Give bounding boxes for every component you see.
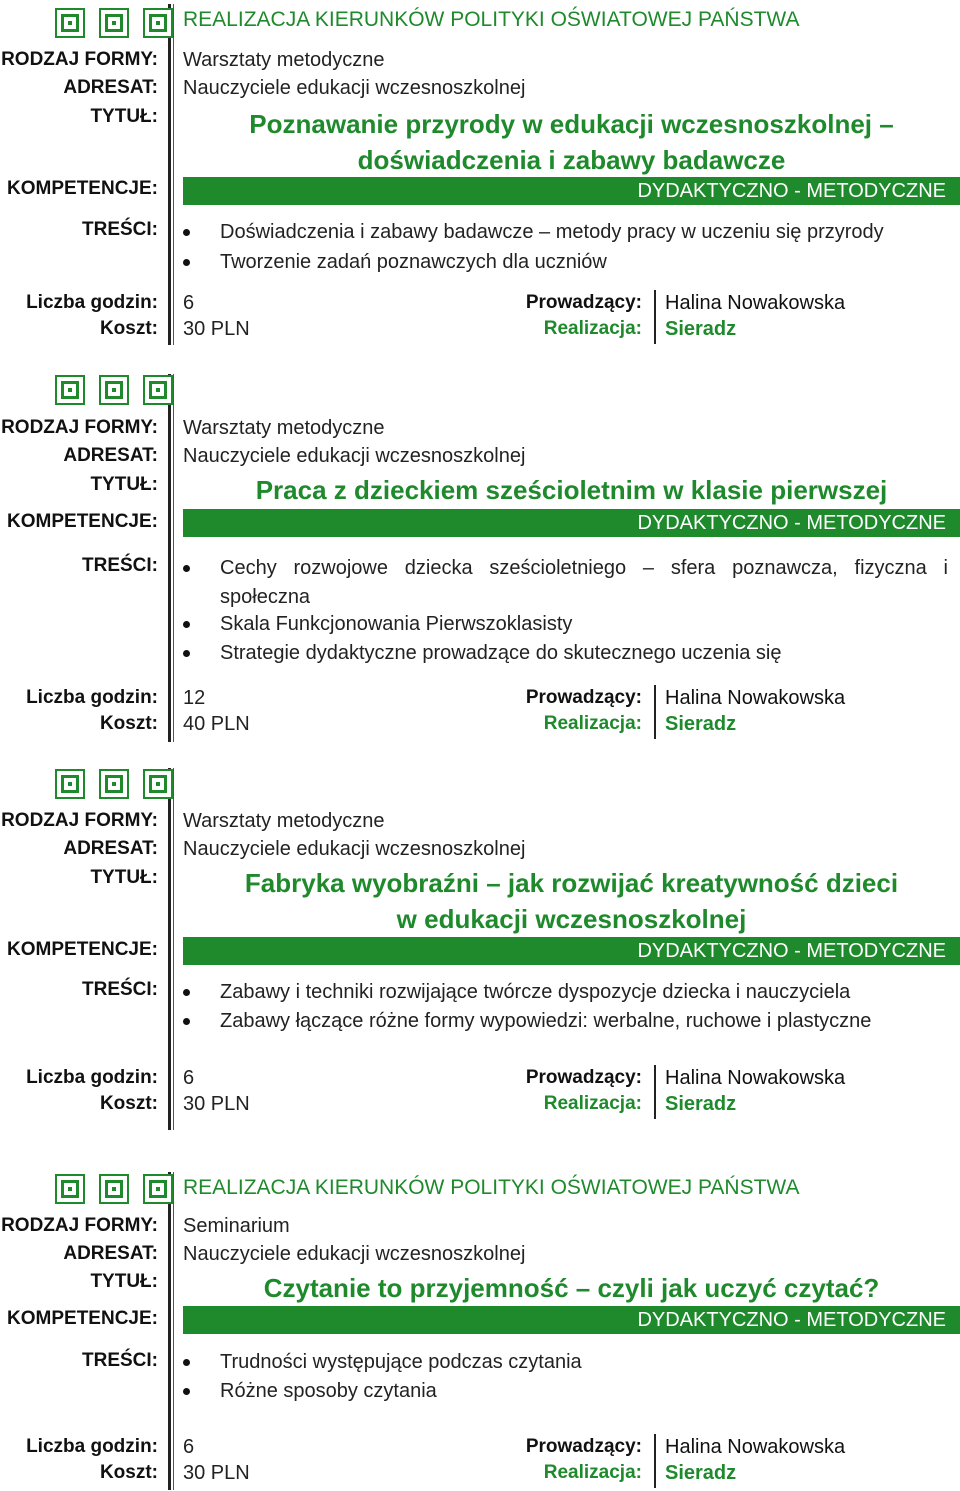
divider (168, 374, 171, 742)
label-leader: Prowadzący: (525, 1436, 642, 1457)
square-icon (143, 769, 173, 799)
bullet-icon (183, 1388, 190, 1395)
label-addressee: ADRESAT: (63, 445, 158, 466)
divider (654, 685, 656, 739)
content-item: Doświadczenia i zabawy badawcze – metody pracy w uczeniu się przyrody (183, 218, 948, 247)
form-value: Warsztaty metodyczne (183, 49, 385, 71)
square-icon (55, 769, 85, 799)
label-form: RODZAJ FORMY: (1, 417, 158, 438)
competence-bar: DYDAKTYCZNO - METODYCZNE (183, 177, 960, 205)
competence-bar: DYDAKTYCZNO - METODYCZNE (183, 937, 960, 965)
square-icon (99, 769, 129, 799)
divider (173, 4, 174, 345)
title-line: Czytanie to przyjemność – czyli jak uczyć czytać? (263, 1273, 880, 1303)
label-place: Realizacja: (543, 713, 642, 734)
square-icon (55, 1174, 85, 1204)
label-form: RODZAJ FORMY: (1, 1215, 158, 1236)
content-item: Cechy rozwojowe dziecka sześcioletniego – sfera poznawcza, fizyczna i społeczna (183, 554, 948, 612)
leader-value: Halina Nowakowska (665, 1067, 846, 1089)
icon-group (55, 769, 173, 799)
cost-value: 30 PLN (183, 1462, 250, 1484)
content-item: Skala Funkcjonowania Pierwszoklasisty (183, 610, 948, 639)
place-value: Sieradz (665, 1093, 737, 1115)
label-cost: Koszt: (99, 713, 158, 734)
bullet-icon (183, 989, 190, 996)
divider (654, 290, 656, 344)
square-icon (143, 375, 173, 405)
bullet-icon (183, 565, 190, 572)
form-value: Warsztaty metodyczne (183, 810, 385, 832)
content-item: Strategie dydaktyczne prowadzące do skutecznego uczenia się (183, 639, 948, 668)
label-addressee: ADRESAT: (63, 77, 158, 98)
label-leader: Prowadzący: (525, 292, 642, 313)
addressee-value: Nauczyciele edukacji wczesnoszkolnej (183, 445, 526, 467)
square-icon (55, 8, 85, 38)
label-form: RODZAJ FORMY: (1, 49, 158, 70)
label-place: Realizacja: (543, 318, 642, 339)
course-title (183, 865, 960, 937)
title-line: doświadczenia i zabawy badawcze (357, 145, 786, 175)
label-cost: Koszt: (99, 318, 158, 339)
form-value: Seminarium (183, 1215, 290, 1237)
course-title (183, 1270, 960, 1306)
square-icon (99, 1174, 129, 1204)
leader-value: Halina Nowakowska (665, 687, 846, 709)
label-leader: Prowadzący: (525, 687, 642, 708)
form-value: Warsztaty metodyczne (183, 417, 385, 439)
addressee-value: Nauczyciele edukacji wczesnoszkolnej (183, 77, 526, 99)
label-content: TREŚCI: (82, 979, 158, 1000)
label-title: TYTUŁ: (90, 474, 158, 495)
bullet-icon (183, 621, 190, 628)
label-place: Realizacja: (543, 1462, 642, 1483)
place-value: Sieradz (665, 318, 737, 340)
square-icon (143, 8, 173, 38)
title-line: Poznawanie przyrody w edukacji wczesnoszkolnej – (249, 109, 894, 139)
label-hours: Liczba godzin: (26, 292, 158, 313)
divider (654, 1065, 656, 1119)
label-competence: KOMPETENCJE: (7, 511, 158, 532)
course-title (183, 472, 960, 508)
label-cost: Koszt: (99, 1462, 158, 1483)
square-icon (55, 375, 85, 405)
cost-value: 30 PLN (183, 1093, 250, 1115)
label-competence: KOMPETENCJE: (7, 178, 158, 199)
leader-value: Halina Nowakowska (665, 1436, 846, 1458)
title-line: Fabryka wyobraźni – jak rozwijać kreatywność dzieci (244, 868, 899, 898)
label-cost: Koszt: (99, 1093, 158, 1114)
addressee-value: Nauczyciele edukacji wczesnoszkolnej (183, 838, 526, 860)
divider (654, 1434, 656, 1488)
content-item: Zabawy łączące różne formy wypowiedzi: werbalne, ruchowe i plastyczne (183, 1007, 948, 1036)
cost-value: 30 PLN (183, 318, 250, 340)
bullet-icon (183, 229, 190, 236)
icon-group (55, 8, 173, 38)
bullet-icon (183, 1018, 190, 1025)
divider (168, 4, 171, 345)
label-addressee: ADRESAT: (63, 838, 158, 859)
icon-group (55, 375, 173, 405)
course-title (183, 106, 960, 178)
label-competence: KOMPETENCJE: (7, 1308, 158, 1329)
policy-heading: REALIZACJA KIERUNKÓW POLITYKI OŚWIATOWEJ PAŃSTWA (183, 1176, 800, 1199)
bullet-icon (183, 650, 190, 657)
label-leader: Prowadzący: (525, 1067, 642, 1088)
label-content: TREŚCI: (82, 219, 158, 240)
divider (173, 374, 174, 742)
policy-heading: REALIZACJA KIERUNKÓW POLITYKI OŚWIATOWEJ PAŃSTWA (183, 8, 800, 31)
label-content: TREŚCI: (82, 1350, 158, 1371)
label-competence: KOMPETENCJE: (7, 939, 158, 960)
content-item: Różne sposoby czytania (183, 1377, 948, 1406)
divider (168, 768, 171, 1130)
title-line: w edukacji wczesnoszkolnej (396, 904, 747, 934)
label-hours: Liczba godzin: (26, 687, 158, 708)
hours-value: 6 (183, 1067, 195, 1089)
label-form: RODZAJ FORMY: (1, 810, 158, 831)
competence-bar: DYDAKTYCZNO - METODYCZNE (183, 509, 960, 537)
label-place: Realizacja: (543, 1093, 642, 1114)
addressee-value: Nauczyciele edukacji wczesnoszkolnej (183, 1243, 526, 1265)
content-item: Tworzenie zadań poznawczych dla uczniów (183, 248, 948, 277)
label-title: TYTUŁ: (90, 1271, 158, 1292)
place-value: Sieradz (665, 713, 737, 735)
label-content: TREŚCI: (82, 555, 158, 576)
label-title: TYTUŁ: (90, 106, 158, 127)
divider (168, 1172, 171, 1490)
content-item: Zabawy i techniki rozwijające twórcze dyspozycje dziecka i nauczyciela (183, 978, 948, 1007)
square-icon (143, 1174, 173, 1204)
hours-value: 6 (183, 292, 195, 314)
icon-group (55, 1174, 173, 1204)
place-value: Sieradz (665, 1462, 737, 1484)
hours-value: 6 (183, 1436, 195, 1458)
divider (173, 1172, 174, 1490)
divider (173, 768, 174, 1130)
square-icon (99, 8, 129, 38)
label-hours: Liczba godzin: (26, 1436, 158, 1457)
cost-value: 40 PLN (183, 713, 250, 735)
square-icon (99, 375, 129, 405)
label-addressee: ADRESAT: (63, 1243, 158, 1264)
content-item: Trudności występujące podczas czytania (183, 1348, 948, 1377)
title-line: Praca z dzieckiem sześcioletnim w klasie pierwszej (255, 475, 888, 505)
label-hours: Liczba godzin: (26, 1067, 158, 1088)
hours-value: 12 (183, 687, 206, 709)
competence-bar: DYDAKTYCZNO - METODYCZNE (183, 1306, 960, 1334)
leader-value: Halina Nowakowska (665, 292, 846, 314)
bullet-icon (183, 259, 190, 266)
bullet-icon (183, 1359, 190, 1366)
label-title: TYTUŁ: (90, 867, 158, 888)
